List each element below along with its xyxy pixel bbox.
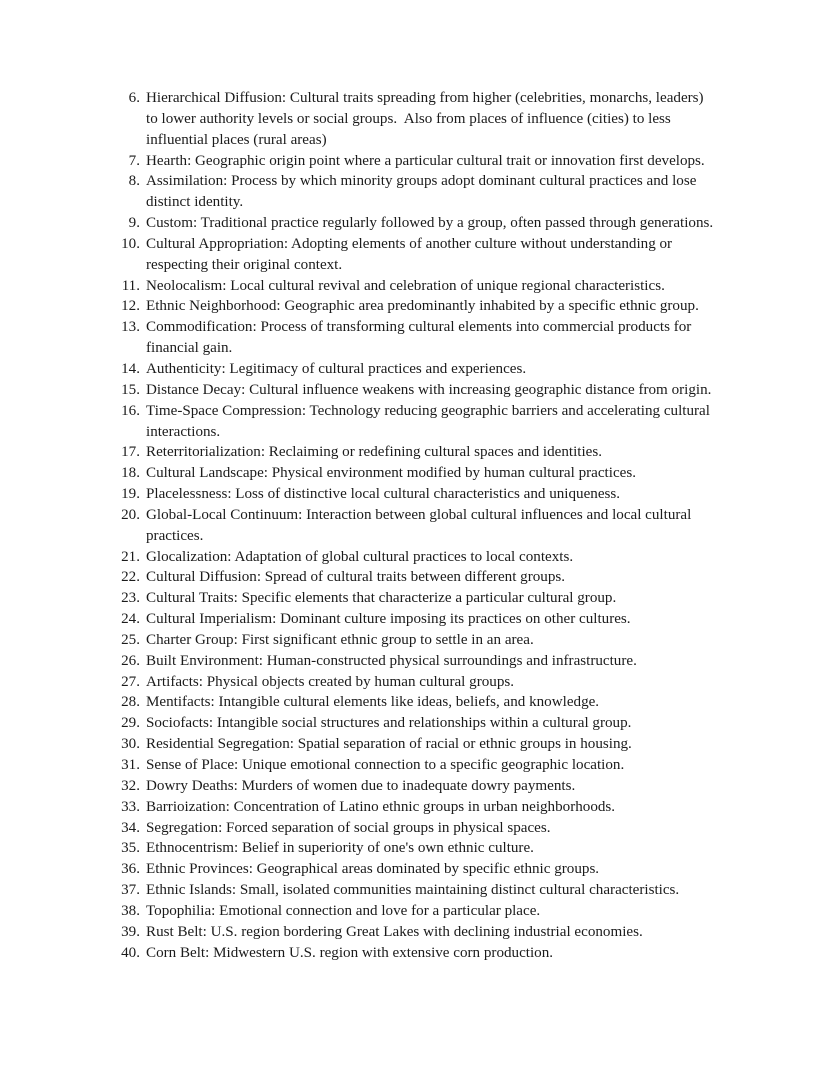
list-item [118,567,714,588]
list-item-number: 18. [121,465,140,482]
list-item [118,692,714,713]
document-body [118,88,714,963]
list-item-text: Dowry Deaths: Murders of women due to inadequate dowry payments. [146,777,576,794]
list-item-number: 12. [121,298,140,315]
list-item [118,88,714,151]
list-item-number: 29. [121,715,140,732]
list-item-text: Assimilation: Process by which minority groups adopt dominant cultural practices and lose distinct identity. [146,173,701,211]
list-item-text: Cultural Imperialism: Dominant culture imposing its practices on other cultures. [146,611,631,628]
list-item-number: 34. [121,819,140,836]
list-item-number: 31. [121,757,140,773]
list-item-text: Placelessness: Loss of distinctive local cultural characteristics and uniqueness. [146,486,621,503]
list-item [118,859,714,880]
list-item-number: 14. [121,360,140,377]
list-item [118,776,714,797]
list-item [118,505,714,547]
list-item [118,151,714,172]
list-item-number: 6. [128,90,140,106]
list-item-text: Commodification: Process of transforming cultural elements into commercial products for financial gain. [146,319,696,357]
list-item [118,463,714,484]
list-item [118,296,714,317]
list-item-number: 9. [128,215,140,232]
list-item-number: 25. [121,631,140,648]
list-item-number: 24. [121,611,140,628]
list-item [118,943,714,964]
list-item [118,588,714,609]
list-item-text: Segregation: Forced separation of social groups in physical spaces. [146,819,551,836]
list-item-number: 22. [121,569,140,586]
list-item [118,797,714,818]
list-item [118,547,714,568]
list-item-text: Global-Local Continuum: Interaction between global cultural influences and local cultural practices. [146,506,696,544]
list-item-number: 11. [121,277,140,294]
list-item-text: Glocalization: Adaptation of global cultural practices to local contexts. [146,548,574,565]
list-item [118,672,714,693]
list-item-text: Sense of Place: Unique emotional connection to a specific geographic location. [146,757,625,773]
list-item [118,380,714,401]
list-item-text: Corn Belt: Midwestern U.S. region with extensive corn production. [146,944,554,961]
list-item-text: Ethnocentrism: Belief in superiority of one's own ethnic culture. [146,840,534,857]
list-item [118,880,714,901]
list-item [118,359,714,380]
list-item [118,401,714,443]
list-item-number: 27. [121,673,140,690]
list-item-number: 19. [121,486,140,503]
list-item [118,922,714,943]
list-item [118,901,714,922]
list-item-text: Ethnic Neighborhood: Geographic area predominantly inhabited by a specific ethnic group. [146,298,699,315]
list-item-text: Cultural Diffusion: Spread of cultural traits between different groups. [146,569,566,586]
list-item-number: 37. [121,882,140,899]
list-item-text: Charter Group: First significant ethnic group to settle in an area. [146,631,534,648]
list-item [118,442,714,463]
list-item [118,713,714,734]
list-item-text: Mentifacts: Intangible cultural elements like ideas, beliefs, and knowledge. [146,694,600,711]
list-item-text: Cultural Appropriation: Adopting elements of another culture without understanding or respecting their original context. [146,235,676,273]
list-item-text: Artifacts: Physical objects created by human cultural groups. [146,673,515,690]
list-item-text: Reterritorialization: Reclaiming or redefining cultural spaces and identities. [146,444,603,461]
list-item-number: 35. [121,840,140,857]
list-item-text: Rust Belt: U.S. region bordering Great Lakes with declining industrial economies. [146,923,643,940]
list-item [118,234,714,276]
list-item-text: Ethnic Islands: Small, isolated communities maintaining distinct cultural characteristics. [146,882,680,899]
list-item-number: 15. [121,381,140,398]
list-item-text: Authenticity: Legitimacy of cultural practices and experiences. [146,360,527,377]
list-item-text: Neolocalism: Local cultural revival and celebration of unique regional characteristics. [146,277,665,294]
list-item-number: 36. [121,861,140,878]
list-item-number: 10. [121,235,140,252]
list-item [118,171,714,213]
list-item-text: Time-Space Compression: Technology reducing geographic barriers and accelerating cultural interactions. [146,402,714,440]
list-item-number: 17. [121,444,140,461]
list-item-text: Distance Decay: Cultural influence weakens with increasing geographic distance from origin. [146,381,712,398]
list-item-number: 8. [128,173,140,190]
list-item [118,734,714,755]
list-item [118,630,714,651]
list-item [118,609,714,630]
list-item-text: Hierarchical Diffusion: Cultural traits spreading from higher (celebrities, monarchs, leaders) to lower authority levels or social groups. Also from places of influence (cities) to less influential places (rural areas) [146,90,708,148]
list-item-text: Hearth: Geographic origin point where a particular cultural trait or innovation first develops. [146,152,705,169]
list-item-text: Custom: Traditional practice regularly followed by a group, often passed through generations. [146,215,714,232]
list-item-number: 38. [121,902,140,919]
list-item [118,838,714,859]
list-item-text: Cultural Landscape: Physical environment modified by human cultural practices. [146,465,636,482]
list-item-text: Ethnic Provinces: Geographical areas dominated by specific ethnic groups. [146,861,600,878]
list-item-number: 21. [121,548,140,565]
list-item-text: Topophilia: Emotional connection and love for a particular place. [146,902,541,919]
list-item [118,484,714,505]
list-item-number: 39. [121,923,140,940]
list-item-number: 23. [121,590,140,607]
list-item-number: 33. [121,798,140,815]
list-item-number: 32. [121,777,140,794]
list-item [118,651,714,672]
list-item-text: Barrioization: Concentration of Latino ethnic groups in urban neighborhoods. [146,798,616,815]
list-item-number: 13. [121,319,140,336]
list-item-number: 30. [121,736,140,753]
list-item [118,818,714,839]
list-item-number: 40. [121,944,140,961]
vocabulary-list [118,88,714,963]
list-item-number: 20. [121,506,140,523]
list-item-text: Sociofacts: Intangible social structures and relationships within a cultural group. [146,715,632,732]
list-item [118,317,714,359]
list-item [118,276,714,297]
list-item-text: Built Environment: Human-constructed physical surroundings and infrastructure. [146,652,637,669]
list-item-text: Cultural Traits: Specific elements that characterize a particular cultural group. [146,590,617,607]
list-item [118,213,714,234]
list-item-text: Residential Segregation: Spatial separation of racial or ethnic groups in housing. [146,736,632,753]
list-item-number: 28. [121,694,140,711]
list-item-number: 16. [121,402,140,419]
list-item [118,755,714,776]
list-item-number: 26. [121,652,140,669]
list-item-number: 7. [128,152,140,169]
